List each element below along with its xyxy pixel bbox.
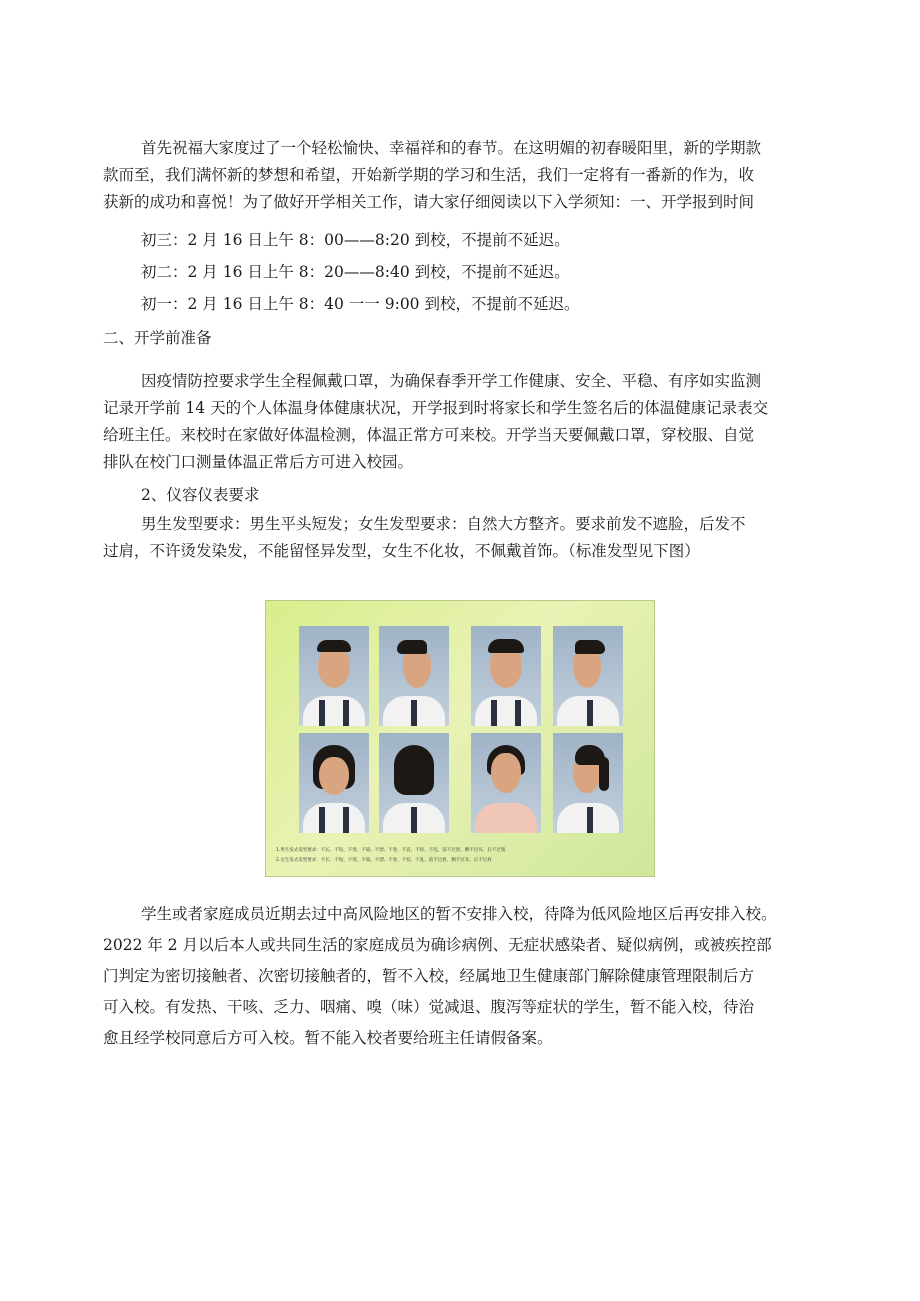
intro-line-1: 首先祝福大家度过了一个轻松愉快、幸福祥和的春节。在这明媚的初春暖阳里，新的学期款 <box>141 139 762 157</box>
boy-front-portrait <box>299 626 369 726</box>
risk-line-4: 可入校。有发热、干咳、乏力、咽痛、嗅（味）觉减退、腹泻等症状的学生，暂不能入校，待治 <box>103 998 755 1016</box>
photo-caption-boys: 1.男生发式发型要求：不长、不短、不烫、不染、不漂、不卷，不直、不怪、不乱、前不过眉、侧不过耳、后不过领 <box>276 848 506 853</box>
appearance-line-1: 男生发型要求：男生平头短发；女生发型要求：自然大方整齐。要求前发不遮脸，后发不 <box>141 515 746 533</box>
risk-line-5: 愈且经学校同意后方可入校。暂不能入校者要给班主任请假备案。 <box>103 1029 553 1047</box>
girl-front-portrait <box>299 733 369 833</box>
boy2-front-portrait <box>471 626 541 726</box>
appearance-heading: 2、仪容仪表要求 <box>141 486 260 504</box>
risk-line-2: 2022 年 2 月以后本人或共同生活的家庭成员为确诊病例、无症状感染者、疑似病例，或被疾控部 <box>103 936 772 954</box>
risk-line-1: 学生或者家庭成员近期去过中高风险地区的暂不安排入校，待降为低风险地区后再安排入校。 <box>141 905 777 923</box>
intro-line-3: 获新的成功和喜悦！为了做好开学相关工作，请大家仔细阅读以下入学须知：一、开学报到时间 <box>103 193 755 211</box>
intro-line-2: 款而至，我们满怀新的梦想和希望，开始新学期的学习和生活，我们一定将有一番新的作为，收 <box>103 166 755 184</box>
risk-line-3: 门判定为密切接触者、次密切接触者的，暂不入校，经属地卫生健康部门解除健康管理限制后方 <box>103 967 755 985</box>
girl-back-portrait <box>379 733 449 833</box>
girl2-front-portrait <box>471 733 541 833</box>
schedule-grade1: 初一：2 月 16 日上午 8：40 一一 9:00 到校，不提前不延迟。 <box>141 295 580 313</box>
boy-side-portrait <box>379 626 449 726</box>
schedule-grade3: 初三：2 月 16 日上午 8：00——8:20 到校，不提前不延迟。 <box>141 231 570 249</box>
boy2-side-portrait <box>553 626 623 726</box>
appearance-line-2: 过肩，不许烫发染发，不能留怪异发型，女生不化妆，不佩戴首饰。（标准发型见下图） <box>103 542 700 560</box>
photo-caption-girls: 2.女生发式发型要求：不长、不短、不烫、不染、不漂、不卷，不怪、不乱、前不过眉、侧不过耳、后不过肩 <box>276 858 492 863</box>
health-line-3: 给班主任。来校时在家做好体温检测，体温正常方可来校。开学当天要佩戴口罩，穿校服、自觉 <box>103 426 755 444</box>
girl2-side-portrait <box>553 733 623 833</box>
health-line-2: 记录开学前 14 天的个人体温身体健康状况，开学报到时将家长和学生签名后的体温健康记录表交 <box>103 399 769 417</box>
hairstyle-standard-photo <box>265 600 655 877</box>
health-line-4: 排队在校门口测量体温正常后方可进入校园。 <box>103 453 414 471</box>
health-line-1: 因疫情防控要求学生全程佩戴口罩，为确保春季开学工作健康、安全、平稳、有序如实监测 <box>141 372 762 390</box>
schedule-grade2: 初二：2 月 16 日上午 8：20——8:40 到校，不提前不延迟。 <box>141 263 570 281</box>
section2-heading: 二、开学前准备 <box>103 329 212 347</box>
